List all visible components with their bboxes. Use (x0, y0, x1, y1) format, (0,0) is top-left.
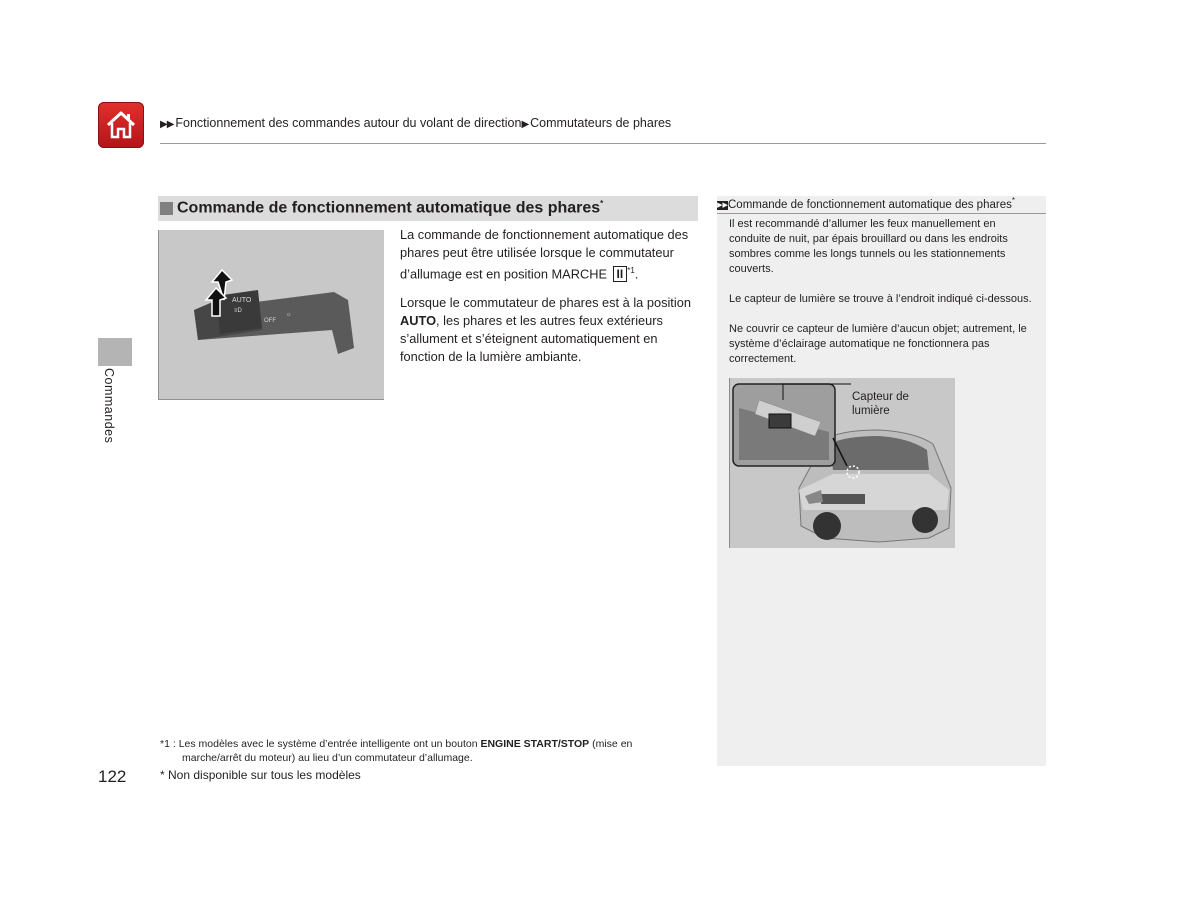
availability-note: * Non disponible sur tous les modèles (160, 768, 361, 782)
footnote-text-b: (mise en (592, 738, 633, 750)
sensor-callout-line-1: Capteur de (852, 391, 909, 403)
sensor-callout-line-2: lumière (852, 405, 890, 417)
section-title: Commande de fonctionnement automatique des phares (177, 199, 601, 217)
breadcrumb-item[interactable]: Commutateurs de phares (530, 116, 672, 130)
arrow-icon: ▶ (521, 119, 529, 130)
header-rule (160, 143, 1046, 144)
breadcrumb-item[interactable]: Fonctionnement des commandes autour du volant de direction (175, 116, 522, 130)
svg-text:≡D: ≡D (234, 308, 242, 314)
footnote (160, 737, 700, 765)
engine-button-label: ENGINE START/STOP (480, 738, 590, 750)
notes-paragraph-2: Le capteur de lumière se trouve à l’endroit indiqué ci-dessous. (729, 293, 1032, 305)
footnote-ref[interactable]: *1 (627, 266, 635, 275)
paragraph-2-rest: , les phares et les autres feux extérieurs s’allument et s’éteignent automatiquement en fonction de la lumière ambiante. (400, 313, 663, 364)
notes-heading (717, 196, 1046, 214)
ignition-mode-badge: II (613, 266, 628, 282)
paragraph-2 (400, 294, 700, 366)
breadcrumb (160, 116, 671, 130)
auto-position-label: AUTO (400, 313, 437, 328)
paragraph-1 (400, 226, 700, 283)
headlight-stalk-illustration (158, 230, 384, 400)
sensor-callout (852, 390, 909, 418)
section-heading (158, 196, 698, 221)
notes-heading-text: Commande de fonctionnement automatique des phares (728, 198, 1012, 211)
stalk-auto-label: AUTO (232, 297, 252, 304)
notes-paragraph-1: Il est recommandé d’allumer les feux manuellement en conduite de nuit, par épais brouillard ou dans les endroits sombres comme les longs tunnels ou les stationnements couverts. (729, 218, 1008, 275)
stalk-off-label: OFF (264, 318, 276, 324)
arrow-icon: ▶▶ (160, 119, 174, 130)
svg-text:☼: ☼ (286, 312, 292, 318)
light-sensor-illustration (729, 378, 955, 548)
reference-icon: ▶▶ (717, 201, 728, 209)
paragraph-1-text: La commande de fonctionnement automatique des phares peut être utilisée lorsque le commutateur d’allumage est en position MARCHE (400, 227, 689, 282)
heading-square-icon (160, 202, 173, 215)
availability-mark: * (600, 199, 604, 208)
availability-mark: * (1011, 196, 1015, 205)
notes-paragraph-3: Ne couvrir ce capteur de lumière d’aucun objet; autrement, le système d’éclairage automatique ne fonctionnera pas correctement. (729, 323, 1027, 365)
chapter-tab[interactable] (98, 338, 132, 366)
footnote-text-a: Les modèles avec le système d’entrée intelligente ont un bouton (178, 738, 478, 750)
home-icon (104, 108, 138, 142)
paragraph-1-end: . (634, 266, 639, 282)
footnote-text-c: marche/arrêt du moteur) au lieu d’un commutateur d’allumage. (182, 752, 473, 764)
chapter-label: Commandes (102, 368, 116, 444)
footnote-mark: *1 : (160, 738, 176, 750)
paragraph-2-text: Lorsque le commutateur de phares est à la position (400, 295, 691, 310)
page-number: 122 (98, 767, 127, 786)
home-button[interactable] (98, 102, 144, 148)
